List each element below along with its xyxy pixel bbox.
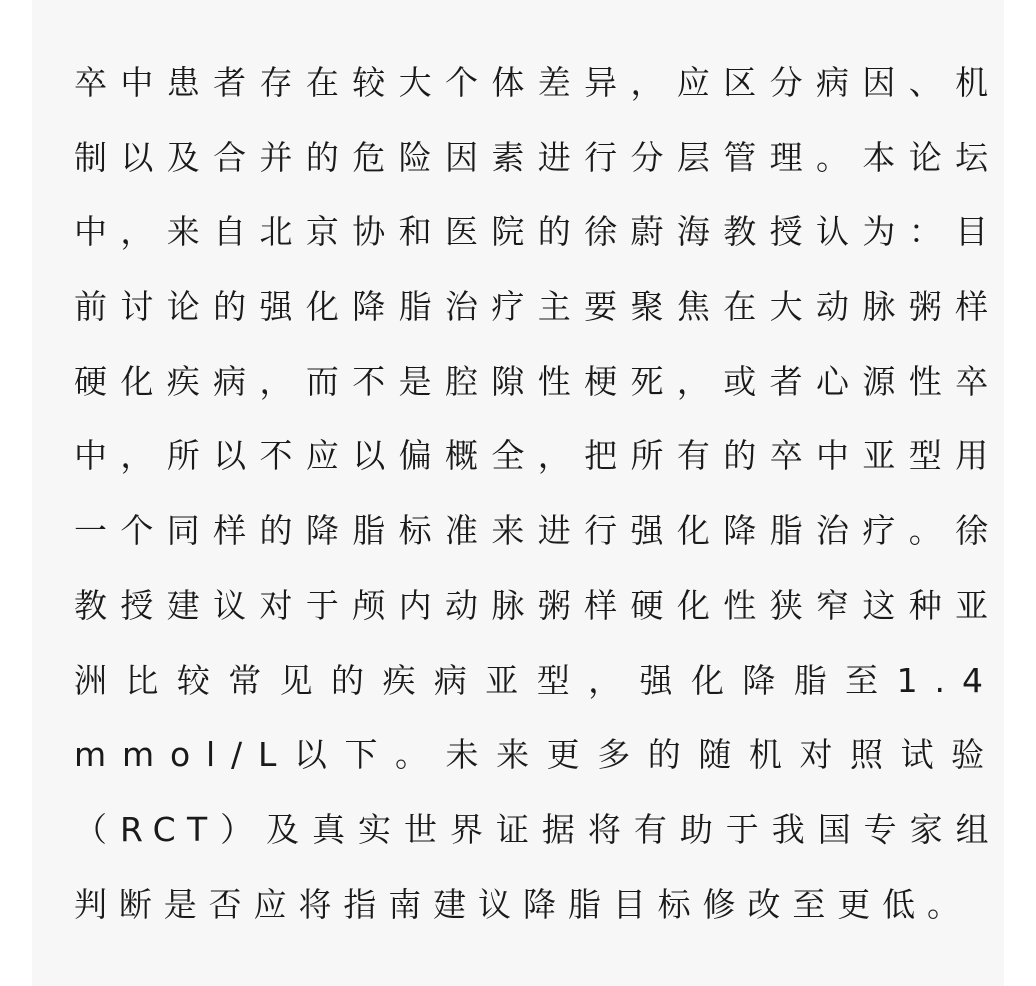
paragraph-line-4: 前讨论的强化降脂治疗主要聚焦在大动脉粥样 xyxy=(74,287,1000,327)
paragraph-line-2: 制以及合并的危险因素进行分层管理。本论坛 xyxy=(74,137,1000,177)
paragraph-line-9: 洲比较常见的疾病亚型，强化降脂至1.4 xyxy=(74,660,1000,700)
paragraph-line-8: 教授建议对于颅内动脉粥样硬化性狭窄这种亚 xyxy=(74,585,1000,625)
article-paragraph xyxy=(74,46,1000,942)
paragraph-line-1: 卒中患者存在较大个体差异，应区分病因、机 xyxy=(74,63,1000,102)
paragraph-line-6: 中，所以不应以偏概全，把所有的卒中亚型用 xyxy=(74,436,1000,476)
paragraph-line-10: mmol/L以下。未来更多的随机对照试验 xyxy=(74,735,1000,775)
paragraph-line-11: （RCT）及真实世界证据将有助于我国专家组 xyxy=(74,809,1000,849)
paragraph-line-7: 一个同样的降脂标准来进行强化降脂治疗。徐 xyxy=(74,511,1000,551)
paragraph-line-12: 判断是否应将指南建议降脂目标修改至更低。 xyxy=(74,884,972,924)
paragraph-line-5: 硬化疾病，而不是腔隙性梗死，或者心源性卒 xyxy=(74,361,1000,401)
paragraph-line-3: 中，来自北京协和医院的徐蔚海教授认为：目 xyxy=(74,212,1000,252)
article-card xyxy=(32,0,1004,986)
